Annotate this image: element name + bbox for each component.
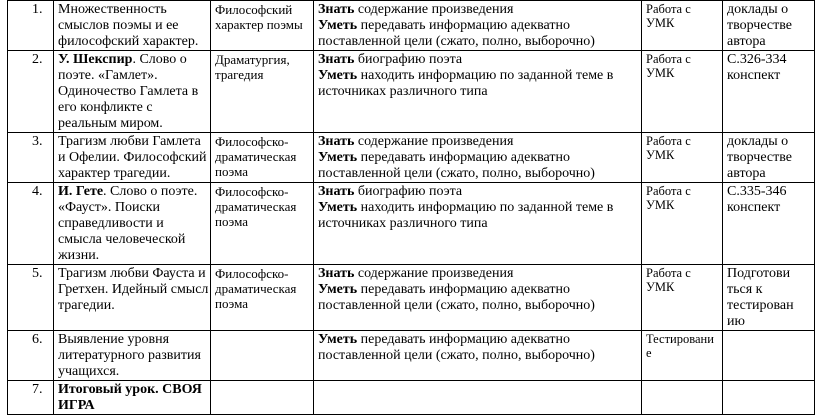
lesson-type-line: Драматургия, [215, 52, 290, 67]
homework-cell [723, 1, 815, 51]
row-number-cell [8, 183, 54, 265]
homework-line: конспект [727, 68, 781, 83]
learning-goals-cell [314, 265, 642, 331]
lesson-type-cell [211, 381, 314, 415]
control-form-line: Тестировани [646, 332, 714, 346]
table-row [8, 1, 815, 51]
lesson-topic-cell [54, 51, 211, 133]
control-form-line: УМК [646, 16, 675, 30]
homework-line: доклады о [727, 134, 789, 149]
learning-goal-line: Знать содержание произведения [318, 134, 514, 149]
lesson-topic-line: Итоговый урок. СВОЯ [58, 382, 202, 397]
lesson-topic-line: жизни. [58, 248, 100, 263]
control-form-line: УМК [646, 198, 675, 212]
learning-goals-cell [314, 133, 642, 183]
lesson-type-line: драматическая [215, 199, 297, 214]
row-number: 4. [32, 184, 43, 199]
row-number-cell [8, 133, 54, 183]
lesson-topic-cell [54, 331, 211, 381]
learning-goal-line: поставленной цели (сжато, полно, выборочно) [318, 34, 595, 49]
homework-cell [723, 133, 815, 183]
lesson-topic-line: трагедии. [58, 298, 115, 313]
learning-goal-line: Уметь передавать информацию адекватно [318, 332, 571, 347]
lesson-topic-line: смыслов поэмы и ее [58, 18, 179, 33]
learning-goal-line: Уметь находить информацию по заданной теме в [318, 68, 614, 83]
row-number-cell [8, 381, 54, 415]
control-form-cell [642, 381, 723, 415]
learning-goal-line: Знать содержание произведения [318, 266, 514, 281]
lesson-topic-line: ИГРА [58, 398, 95, 413]
control-form-cell [642, 331, 723, 381]
learning-goals-cell [314, 331, 642, 381]
homework-cell [723, 51, 815, 133]
lesson-topic-line: У. Шекспир. Слово о [58, 52, 187, 67]
lesson-topic-line: Множественность [58, 2, 167, 17]
lesson-topic-line: поэте. «Гамлет». [58, 68, 158, 83]
table-row [8, 265, 815, 331]
row-number-cell [8, 51, 54, 133]
lesson-topic-cell [54, 381, 211, 415]
lesson-topic-line: Выявление уровня [58, 332, 170, 347]
lesson-type-line: Философский [215, 2, 293, 17]
control-form-line: Работа с [646, 52, 691, 66]
control-form-cell [642, 51, 723, 133]
lesson-type-line: драматическая [215, 149, 297, 164]
learning-goal-line: поставленной цели (сжато, полно, выборочно) [318, 166, 595, 181]
control-form-line: е [646, 346, 652, 360]
lesson-type-line: трагедия [215, 67, 264, 82]
homework-line: конспект [727, 200, 781, 215]
homework-cell [723, 331, 815, 381]
table-row [8, 183, 815, 265]
row-number: 7. [32, 382, 43, 397]
lesson-topic-line: философский характер. [58, 34, 199, 49]
learning-goal-line: Знать содержание произведения [318, 2, 514, 17]
lesson-topic-cell [54, 183, 211, 265]
learning-goals-cell [314, 51, 642, 133]
homework-cell [723, 265, 815, 331]
lesson-topic-line: и Офелии. Философский [58, 150, 207, 165]
control-form-line: УМК [646, 148, 675, 162]
learning-goal-line: источниках различного типа [318, 84, 488, 99]
row-number: 5. [32, 266, 43, 281]
lesson-type-line: поэма [215, 164, 248, 179]
lesson-topic-line: его конфликте с [58, 100, 153, 115]
lesson-topic-line: учащихся. [58, 364, 120, 379]
learning-goal-line: Уметь находить информацию по заданной теме в [318, 200, 614, 215]
lesson-topic-line: реальным миром. [58, 116, 163, 131]
learning-goals-cell [314, 183, 642, 265]
control-form-line: Работа с [646, 266, 691, 280]
homework-cell [723, 183, 815, 265]
row-number-cell [8, 331, 54, 381]
row-number: 2. [32, 52, 43, 67]
lesson-topic-line: «Фауст». Поиски [58, 200, 161, 215]
control-form-line: Работа с [646, 184, 691, 198]
lesson-type-line: Философско- [215, 266, 289, 281]
row-number: 1. [32, 2, 43, 17]
homework-line: творчестве [727, 150, 792, 165]
row-number-cell [8, 1, 54, 51]
lesson-type-line: характер поэмы [215, 17, 303, 32]
control-form-line: УМК [646, 66, 675, 80]
learning-goal-line: поставленной цели (сжато, полно, выборочно) [318, 298, 595, 313]
lesson-topic-line: литературного развития [58, 348, 201, 363]
table-row [8, 133, 815, 183]
lesson-type-line: поэма [215, 296, 248, 311]
learning-goal-line: Уметь передавать информацию адекватно [318, 18, 571, 33]
lesson-type-line: драматическая [215, 281, 297, 296]
lesson-type-cell [211, 183, 314, 265]
lesson-topic-line: справедливости и [58, 216, 164, 231]
learning-goal-line: Уметь передавать информацию адекватно [318, 282, 571, 297]
learning-goal-line: поставленной цели (сжато, полно, выборочно) [318, 348, 595, 363]
homework-line: ию [727, 314, 745, 329]
learning-goal-line: источниках различного типа [318, 216, 488, 231]
homework-line: тестирован [727, 298, 794, 313]
row-number: 3. [32, 134, 43, 149]
control-form-line: Работа с [646, 134, 691, 148]
lesson-type-line: Философско- [215, 184, 289, 199]
control-form-line: Работа с [646, 2, 691, 16]
lesson-topic-line: Одиночество Гамлета в [58, 84, 199, 99]
homework-cell [723, 381, 815, 415]
lesson-type-cell [211, 265, 314, 331]
homework-line: доклады о [727, 2, 789, 17]
lesson-topic-line: И. Гете. Слово о поэте. [58, 184, 198, 199]
lesson-type-cell [211, 133, 314, 183]
lesson-type-cell [211, 331, 314, 381]
learning-goal-line: Знать биографию поэта [318, 184, 463, 199]
row-number: 6. [32, 332, 43, 347]
control-form-cell [642, 183, 723, 265]
lesson-type-line: Философско- [215, 134, 289, 149]
table-row [8, 331, 815, 381]
table-row [8, 381, 815, 415]
lesson-plan-table [7, 0, 815, 415]
lesson-topic-line: характер трагедии. [58, 166, 171, 181]
homework-line: Подготови [727, 266, 791, 281]
control-form-cell [642, 133, 723, 183]
homework-line: С.326-334 [727, 52, 787, 67]
learning-goals-cell [314, 1, 642, 51]
lesson-type-cell [211, 51, 314, 133]
lesson-topic-line: Трагизм любви Фауста и [58, 266, 206, 281]
table-row [8, 51, 815, 133]
row-number-cell [8, 265, 54, 331]
learning-goal-line: Уметь передавать информацию адекватно [318, 150, 571, 165]
lesson-topic-line: Гретхен. Идейный смысл [58, 282, 209, 297]
lesson-topic-cell [54, 1, 211, 51]
homework-line: автора [727, 34, 766, 49]
lesson-type-line: поэма [215, 214, 248, 229]
lesson-topic-cell [54, 133, 211, 183]
lesson-topic-cell [54, 265, 211, 331]
learning-goal-line: Знать биографию поэта [318, 52, 463, 67]
homework-line: творчестве [727, 18, 792, 33]
control-form-cell [642, 265, 723, 331]
lesson-type-cell [211, 1, 314, 51]
control-form-line: УМК [646, 280, 675, 294]
homework-line: ться к [727, 282, 763, 297]
control-form-cell [642, 1, 723, 51]
homework-line: С.335-346 [727, 184, 787, 199]
lesson-topic-line: Трагизм любви Гамлета [58, 134, 201, 149]
learning-goals-cell [314, 381, 642, 415]
lesson-topic-line: смысла человеческой [58, 232, 186, 247]
homework-line: автора [727, 166, 766, 181]
